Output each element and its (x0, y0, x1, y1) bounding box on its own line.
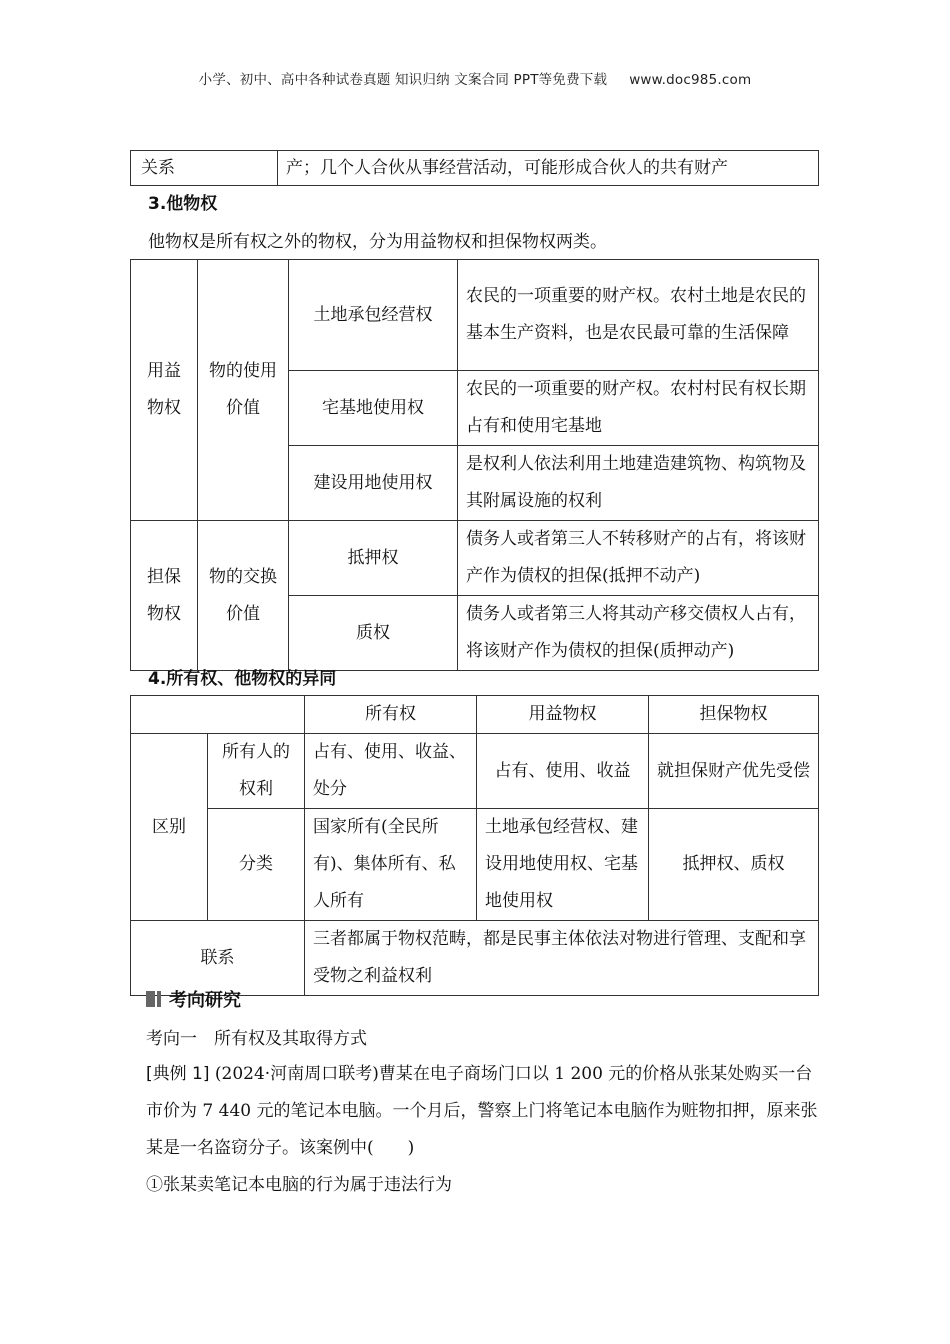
page-header (0, 68, 950, 88)
security-value: 物的交换价值 (198, 521, 289, 671)
usufruct-right-desc: 是权利人依法利用土地建造建筑物、构筑物及其附属设施的权利 (458, 446, 819, 521)
usufruct-type: 用益物权 (131, 260, 198, 521)
usufruct-right-desc: 农民的一项重要的财产权。农村村民有权长期占有和使用宅基地 (458, 371, 819, 446)
example-source: (2024·河南周口联考) (214, 1064, 379, 1084)
example-text: 曹某在电子商场门口以 1 200 元的价格从张某处购买一台市价为 7 440 元的笔记本电脑。一个月后，警察上门将笔记本电脑作为赃物扣押，原来张某是一名盗窃分子。该案例中( ) (146, 1064, 818, 1158)
research-heading (146, 986, 241, 1012)
comparison-corner (131, 696, 305, 734)
link-label: 联系 (131, 921, 305, 996)
link-text: 三者都属于物权范畴，都是民事主体依法对物进行管理、支配和享受物之利益权利 (305, 921, 819, 996)
header-usufruct: 用益物权 (477, 696, 649, 734)
row-label-owner-rights: 所有人的权利 (208, 734, 305, 809)
diff-label: 区别 (131, 734, 208, 921)
cell-usufruct-category: 土地承包经营权、建设用地使用权、宅基地使用权 (477, 809, 649, 921)
top-table-text: 产；几个人合伙从事经营活动，可能形成合伙人的共有财产 (278, 151, 819, 186)
comparison-table (130, 695, 819, 996)
usufruct-right-name: 土地承包经营权 (289, 260, 458, 371)
security-type: 担保物权 (131, 521, 198, 671)
top-table-label: 关系 (131, 151, 278, 186)
usufruct-value: 物的使用价值 (198, 260, 289, 521)
section-3-title: 3.他物权 (148, 194, 218, 214)
heading-bar-icon (146, 991, 163, 1007)
cell-security-category: 抵押权、质权 (649, 809, 819, 921)
cell-ownership-category: 国家所有(全民所有)、集体所有、私人所有 (305, 809, 477, 921)
row-label-category: 分类 (208, 809, 305, 921)
research-heading-text: 考向研究 (169, 990, 241, 1011)
cell-usufruct-rights: 占有、使用、收益 (477, 734, 649, 809)
cell-security-rights: 就担保财产优先受偿 (649, 734, 819, 809)
cell-ownership-rights: 占有、使用、收益、处分 (305, 734, 477, 809)
header-text: 小学、初中、高中各种试卷真题 知识归纳 文案合同 PPT等免费下载 (198, 72, 608, 88)
security-right-desc: 债务人或者第三人将其动产移交债权人占有，将该财产作为债权的担保(质押动产) (458, 596, 819, 671)
header-site: www.doc985.com (629, 72, 752, 88)
security-right-name: 抵押权 (289, 521, 458, 596)
header-ownership: 所有权 (305, 696, 477, 734)
option-1: ①张某卖笔记本电脑的行为属于违法行为 (146, 1175, 452, 1195)
other-rights-table (130, 259, 819, 671)
section-3-intro: 他物权是所有权之外的物权，分为用益物权和担保物权两类。 (148, 232, 607, 252)
top-table (130, 150, 819, 186)
example-tag: [典例 1] (146, 1064, 210, 1084)
section-4-title: 4.所有权、他物权的异同 (148, 669, 337, 689)
security-right-desc: 债务人或者第三人不转移财产的占有，将该财产作为债权的担保(抵押不动产) (458, 521, 819, 596)
usufruct-right-desc: 农民的一项重要的财产权。农村土地是农民的基本生产资料，也是农民最可靠的生活保障 (458, 260, 819, 371)
research-subheading: 考向一 所有权及其取得方式 (146, 1029, 367, 1049)
usufruct-right-name: 宅基地使用权 (289, 371, 458, 446)
usufruct-right-name: 建设用地使用权 (289, 446, 458, 521)
security-right-name: 质权 (289, 596, 458, 671)
header-security: 担保物权 (649, 696, 819, 734)
example-paragraph (146, 1056, 826, 1167)
